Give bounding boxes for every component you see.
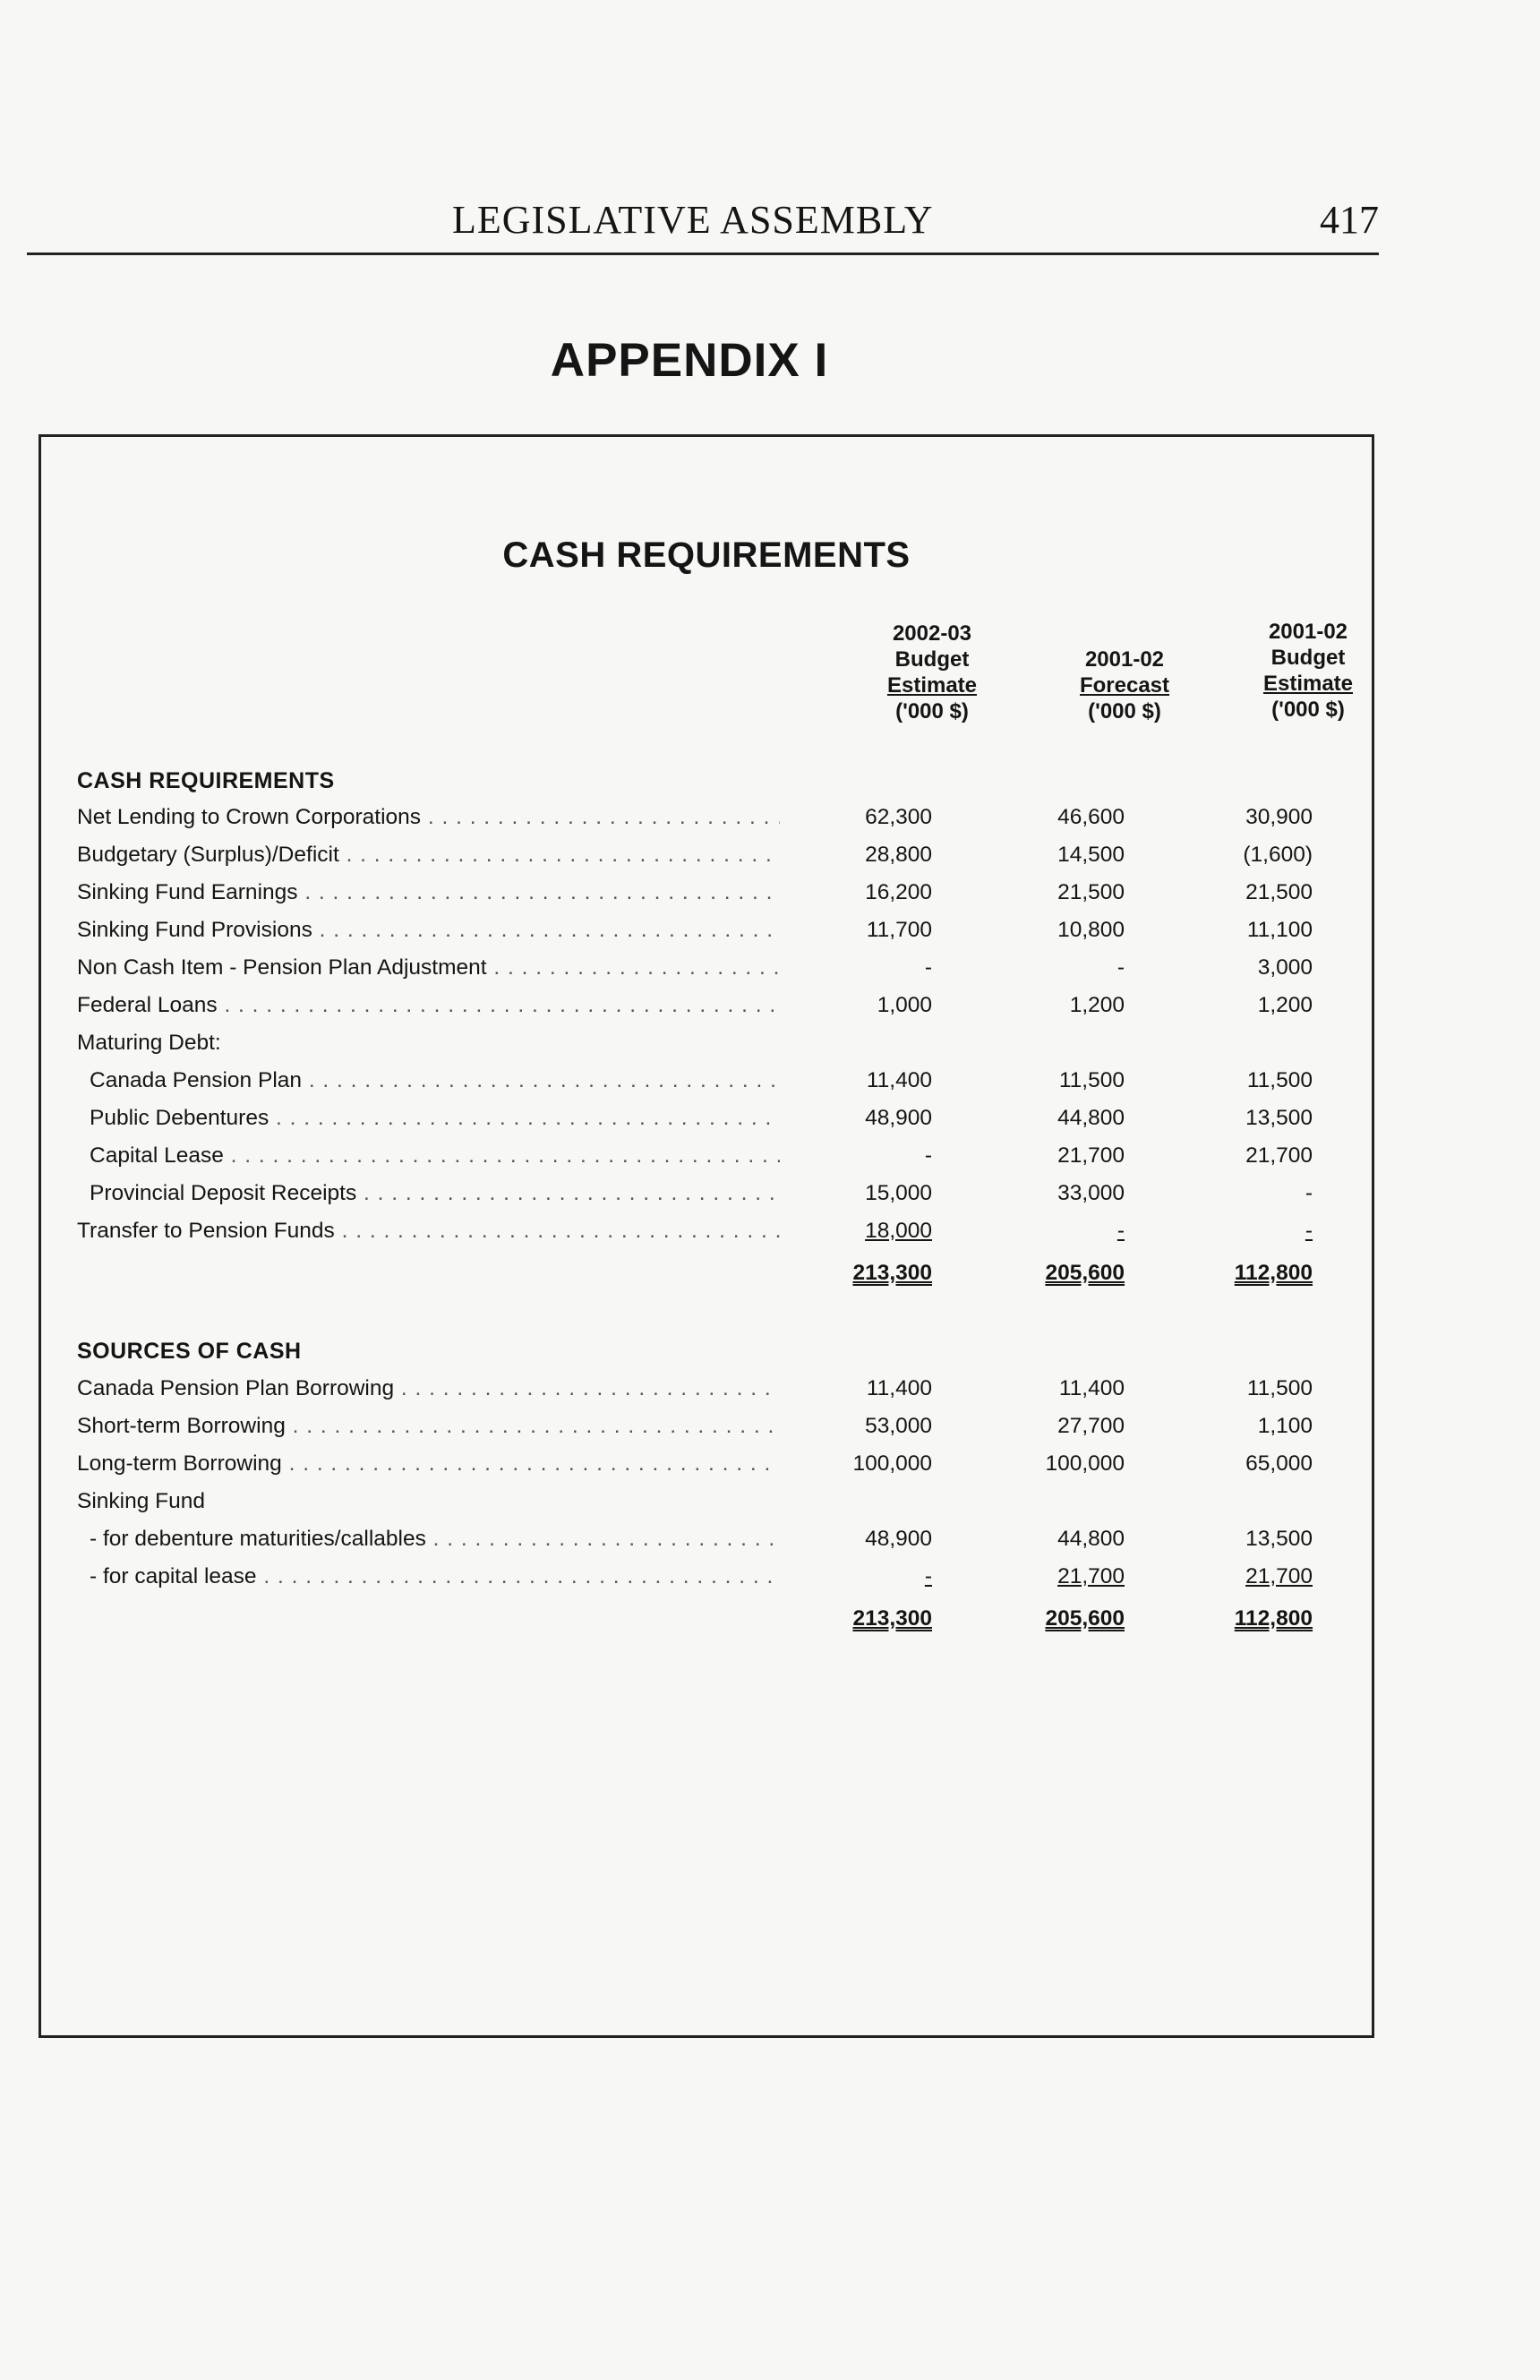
- value-2002-03-budget: -: [924, 1564, 932, 1588]
- table-row: [41, 1376, 1372, 1407]
- running-header: [27, 195, 1379, 255]
- column-header-line2: Budget: [894, 647, 970, 672]
- row-label: Short-term Borrowing . . .: [77, 1414, 780, 1439]
- row-label: Budgetary (Surplus)/Deficit . . .: [77, 843, 780, 868]
- table-row: [41, 1068, 1372, 1099]
- row-label: Sinking Fund Earnings . . .: [77, 880, 780, 905]
- row-label: - for debenture maturities/callables . . .: [90, 1527, 780, 1552]
- row-label: Net Lending to Crown Corporations . . .: [77, 805, 780, 830]
- column-header-line3: Estimate: [1262, 672, 1354, 696]
- value-2002-03-budget: -: [924, 1143, 932, 1168]
- section-heading-sources-of-cash: SOURCES OF CASH: [77, 1339, 302, 1364]
- table-row: [41, 1181, 1372, 1211]
- column-header-line1: 2001-02: [1268, 620, 1348, 644]
- value-2001-02-forecast: 21,700: [1057, 1564, 1125, 1588]
- value-2001-02-forecast: 27,700: [1057, 1414, 1125, 1438]
- value-2002-03-budget: 48,900: [865, 1106, 932, 1130]
- value-2001-02-budget: 21,500: [1245, 880, 1313, 904]
- table-row: [41, 993, 1372, 1023]
- column-header-units: ('000 $): [1271, 698, 1345, 722]
- value-2001-02-forecast: 44,800: [1057, 1106, 1125, 1130]
- table-row: [41, 1106, 1372, 1136]
- value-2001-02-forecast: 21,700: [1057, 1143, 1125, 1168]
- value-2002-03-budget: -: [924, 955, 932, 980]
- value-2001-02-forecast: 33,000: [1057, 1181, 1125, 1205]
- table-row: [41, 918, 1372, 948]
- column-header-2002-03-budget: [834, 621, 1031, 724]
- value-2001-02-budget: 11,500: [1246, 1376, 1313, 1400]
- total-2001-02-budget: 112,800: [1234, 1606, 1313, 1631]
- row-label: Federal Loans . . .: [77, 993, 780, 1018]
- column-header-units: ('000 $): [1088, 699, 1161, 723]
- total-2002-03-budget: 213,300: [852, 1261, 932, 1285]
- value-2001-02-budget: (1,600): [1243, 843, 1313, 867]
- row-label: Maturing Debt:: [77, 1031, 221, 1055]
- value-2002-03-budget: 100,000: [852, 1451, 932, 1476]
- row-label: Non Cash Item - Pension Plan Adjustment . . .: [77, 955, 780, 980]
- value-2001-02-budget: 30,900: [1245, 805, 1313, 829]
- table-row: [41, 1031, 1372, 1061]
- table-row: [41, 1219, 1372, 1249]
- value-2001-02-budget: 21,700: [1245, 1564, 1313, 1588]
- value-2002-03-budget: 15,000: [865, 1181, 932, 1205]
- running-title: LEGISLATIVE ASSEMBLY: [452, 198, 934, 242]
- value-2001-02-forecast: 10,800: [1057, 918, 1125, 942]
- row-label: Provincial Deposit Receipts . . .: [90, 1181, 780, 1206]
- row-label: Transfer to Pension Funds . . .: [77, 1219, 780, 1244]
- total-2002-03-budget: 213,300: [852, 1606, 932, 1631]
- total-2001-02-forecast: 205,600: [1045, 1606, 1125, 1631]
- column-header-line2: Budget: [1270, 646, 1346, 670]
- row-label: Canada Pension Plan . . .: [90, 1068, 780, 1093]
- table-row: [41, 843, 1372, 873]
- column-header-2001-02-budget: [1210, 619, 1407, 723]
- value-2001-02-budget: 11,100: [1246, 918, 1313, 942]
- value-2001-02-budget: 1,200: [1257, 993, 1313, 1017]
- value-2001-02-budget: 1,100: [1257, 1414, 1313, 1438]
- table-row: [41, 880, 1372, 911]
- value-2002-03-budget: 28,800: [865, 843, 932, 867]
- value-2001-02-forecast: 100,000: [1045, 1451, 1125, 1476]
- row-label: Sinking Fund: [77, 1489, 206, 1513]
- table-title: CASH REQUIREMENTS: [502, 535, 911, 575]
- appendix-title: APPENDIX I: [550, 334, 829, 387]
- value-2001-02-forecast: 1,200: [1069, 993, 1125, 1017]
- row-label: Sinking Fund Provisions . . .: [77, 918, 780, 943]
- column-header-line2: 2001-02: [1084, 647, 1165, 672]
- value-2002-03-budget: 48,900: [865, 1527, 932, 1551]
- row-label: Canada Pension Plan Borrowing . . .: [77, 1376, 780, 1401]
- value-2001-02-forecast: 14,500: [1057, 843, 1125, 867]
- table-row: [41, 1564, 1372, 1595]
- value-2002-03-budget: 18,000: [865, 1219, 932, 1243]
- value-2001-02-budget: -: [1305, 1219, 1313, 1243]
- table-row: [41, 1527, 1372, 1557]
- value-2001-02-forecast: 11,500: [1058, 1068, 1125, 1092]
- totals-row-cash-requirements: [41, 1261, 1372, 1291]
- value-2002-03-budget: 1,000: [877, 993, 932, 1017]
- row-label: Capital Lease . . .: [90, 1143, 780, 1169]
- column-header-line1: 2002-03: [892, 621, 972, 646]
- value-2002-03-budget: 11,400: [866, 1068, 932, 1092]
- value-2002-03-budget: 53,000: [865, 1414, 932, 1438]
- value-2001-02-forecast: 46,600: [1057, 805, 1125, 829]
- value-2002-03-budget: 11,700: [866, 918, 932, 942]
- row-label: Long-term Borrowing . . .: [77, 1451, 780, 1477]
- column-header-line3: Estimate: [886, 673, 978, 698]
- value-2002-03-budget: 11,400: [866, 1376, 932, 1400]
- table-row: [41, 805, 1372, 835]
- value-2001-02-forecast: -: [1116, 955, 1125, 980]
- value-2002-03-budget: 62,300: [865, 805, 932, 829]
- section-heading-cash-requirements: CASH REQUIREMENTS: [77, 768, 335, 793]
- value-2001-02-budget: 21,700: [1245, 1143, 1313, 1168]
- table-row: [41, 1489, 1372, 1520]
- cash-requirements-table-box: [38, 434, 1374, 2038]
- page-number: 417: [1320, 198, 1379, 242]
- row-label: - for capital lease . . .: [90, 1564, 780, 1589]
- value-2001-02-budget: 65,000: [1245, 1451, 1313, 1476]
- value-2001-02-budget: 3,000: [1257, 955, 1313, 980]
- value-2001-02-budget: 11,500: [1246, 1068, 1313, 1092]
- total-2001-02-forecast: 205,600: [1045, 1261, 1125, 1285]
- column-header-line1: [1026, 621, 1223, 646]
- value-2001-02-forecast: 44,800: [1057, 1527, 1125, 1551]
- value-2002-03-budget: 16,200: [865, 880, 932, 904]
- value-2001-02-forecast: 11,400: [1058, 1376, 1125, 1400]
- row-label: Public Debentures . . .: [90, 1106, 780, 1131]
- value-2001-02-budget: 13,500: [1245, 1106, 1313, 1130]
- value-2001-02-budget: 13,500: [1245, 1527, 1313, 1551]
- column-header-2001-02-forecast: [1026, 621, 1223, 724]
- total-2001-02-budget: 112,800: [1234, 1261, 1313, 1285]
- table-row: [41, 1414, 1372, 1444]
- column-header-units: ('000 $): [895, 699, 969, 723]
- totals-row-sources-of-cash: [41, 1606, 1372, 1637]
- value-2001-02-budget: -: [1305, 1181, 1313, 1205]
- table-row: [41, 1451, 1372, 1482]
- value-2001-02-forecast: 21,500: [1057, 880, 1125, 904]
- column-header-line3: Forecast: [1079, 673, 1170, 698]
- table-row: [41, 955, 1372, 986]
- table-row: [41, 1143, 1372, 1174]
- value-2001-02-forecast: -: [1116, 1219, 1125, 1243]
